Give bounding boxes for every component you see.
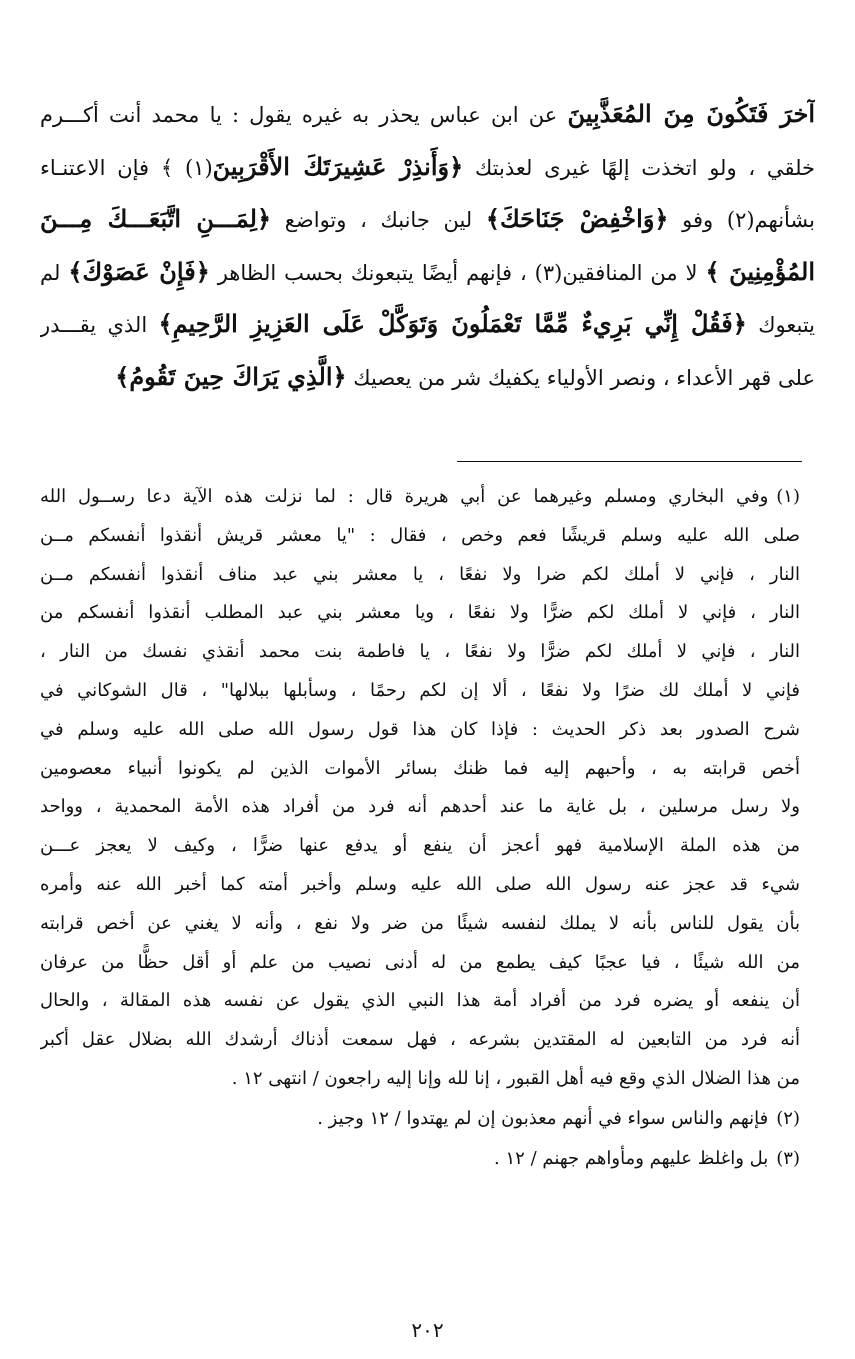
footnote-line xyxy=(40,1021,800,1060)
text-segment: على قهر الأعداء ، ونصر الأولياء يكفيك شر من يعصيك xyxy=(346,365,815,390)
quran-verse: ﴿فَإِنْ عَصَوْكَ﴾ xyxy=(68,256,210,286)
footnote-line xyxy=(40,827,800,866)
footnote-text: من هذه الملة الإسلامية فهو أعجز أن ينفع أو يدفع عنها ضرًّا ، وكيف لا يعجز عـــن xyxy=(40,835,800,857)
footnote-line xyxy=(40,944,800,983)
footnote-line xyxy=(40,982,800,1021)
footnote-text: فإني لا أملك لك ضرًا ولا نفعًا ، ألا إن لكم رحمًا ، وسأبلها ببلالها" ، قال الشوكاني في xyxy=(40,679,800,701)
text-segment: لم xyxy=(40,260,69,285)
footnote-line xyxy=(40,905,800,944)
quran-verse: ﴿وَأَنذِرْ عَشِيرَتَكَ الأَقْرَبِينَ xyxy=(212,151,464,181)
footnote-number: (٢) xyxy=(776,1107,800,1129)
text-line xyxy=(40,246,815,299)
text-segment: الذي يقـــدر xyxy=(40,313,159,337)
footnote-text: من الله شيئًا ، فيا عجبًا كيف يطمع من له أدنى نصيب من علم أو أقل حظًّا من عرفان xyxy=(40,951,800,973)
footnote-line xyxy=(40,711,800,750)
text-line xyxy=(40,141,815,194)
quran-verse: ﴿الَّذِي يَرَاكَ حِينَ تَقُومُ﴾ xyxy=(115,361,347,391)
footnote-text: صلى الله عليه وسلم قريشًا فعم وخص ، فقال : "يا معشر قريش أنقذوا أنفسكم مــن xyxy=(40,524,800,546)
text-segment: (١) ﴾ فإن الاعتنـاء xyxy=(40,155,213,180)
text-segment: عن ابن عباس يحذر به غيره يقول : يا محمد أنت أكـــرم xyxy=(40,103,568,127)
footnote-2 xyxy=(40,1099,800,1139)
footnote-text: شرح الصدور بعد ذكر الحديث : فإذا كان هذا قول رسول الله صلى الله عليه وسلم في xyxy=(40,718,800,740)
footnote-text: أن ينفعه أو يضره فرد من أفراد أمة هذا النبي الذي يقول عن نفسه هذه المقالة ، والحال xyxy=(40,990,800,1012)
page-number: ٢٠٢ xyxy=(411,1318,444,1342)
footnote-text: بل واغلظ عليهم ومأواهم جهنم / ١٢ . xyxy=(494,1147,769,1169)
footnote-3 xyxy=(40,1139,800,1179)
footnote-line xyxy=(40,517,800,556)
footnote-text: وفي البخاري ومسلم وغيرهما عن أبي هريرة قال : لما نزلت هذه الآية دعا رســول الله xyxy=(40,486,769,507)
text-segment: لين جانبك ، وتواضع xyxy=(271,208,486,232)
text-line xyxy=(40,88,815,141)
footnote-line xyxy=(40,633,800,672)
footnote-text: النار ، فإني لا أملك لكم ضرا ولا نفعًا ، يا معشر بني عبد مناف أنقذوا أنفسكم مــن xyxy=(40,563,800,585)
footnote-line xyxy=(40,672,800,711)
quran-verse: آخرَ فَتَكُونَ مِنَ المُعَذَّبِينَ xyxy=(567,99,815,128)
main-text xyxy=(40,88,815,403)
footnote-text: ولا رسل مرسلين ، بل غاية ما عند أحدهم أنه فرد من أفراد هذه الأمة المحمدية ، وواحد xyxy=(40,796,800,818)
footnote-text: فإنهم والناس سواء في أنهم معذبون إن لم يهتدوا / ١٢ وجيز . xyxy=(317,1107,769,1129)
quran-verse: ﴿وَاخْفِضْ جَنَاحَكَ﴾ xyxy=(485,204,669,233)
footnote-text: النار ، فإني لا أملك لكم ضرًّا ولا نفعًا ، يا فاطمة بنت محمد أنقذي نفسك من النار ، xyxy=(40,641,800,663)
text-line xyxy=(40,298,815,351)
footnote-line xyxy=(40,478,800,517)
quran-verse: ﴿فَقُلْ إِنِّي بَرِيءٌ مِّمَّا تَعْمَلُونَ وَتَوَكَّلْ عَلَى العَزِيزِ الرَّحِيمِ﴾ xyxy=(158,309,747,338)
quran-verse: ﴿لِمَـــنِ اتَّبَعَـــكَ مِـــنَ xyxy=(40,204,272,233)
footnote-text: أنه فرد من التابعين له المقتدين بشرعه ، فهل سمعت أذناك أرشدك الله بضلال عقل أكبر xyxy=(40,1029,800,1051)
footnote-number: (١) xyxy=(776,486,800,507)
footnote-1 xyxy=(40,478,800,1099)
footnote-line xyxy=(40,594,800,633)
text-segment: لا من المنافقين(٣) ، فإنهم أيضًا يتبعونك بحسب الظاهر xyxy=(209,260,706,285)
quran-verse: المُؤْمِنِينَ ﴾ xyxy=(705,256,815,286)
footnote-separator xyxy=(457,461,802,462)
footnote-line xyxy=(40,1060,800,1099)
footnote-text: من هذا الضلال الذي وقع فيه أهل القبور ، إنا لله وإنا إليه راجعون / انتهى ١٢ . xyxy=(231,1067,800,1089)
footnote-line xyxy=(40,556,800,595)
footnote-text: شيء قد عجز عنه رسول الله صلى الله عليه وسلم وأخبر أمته كما أخبر الله عنه وأمره xyxy=(40,873,800,895)
text-segment: يتبعوك xyxy=(746,313,815,337)
text-segment: بشأنهم(٢) وفو xyxy=(668,208,815,232)
footnote-text: أخص قرابته به ، وأحبهم إليه فما ظنك بسائر الأموات الذين لم يكونوا أنبياء معصومين xyxy=(40,757,800,779)
footnote-line xyxy=(40,866,800,905)
footnote-line xyxy=(40,788,800,827)
text-line xyxy=(40,351,815,404)
text-line xyxy=(40,193,815,246)
footnote-text: بأن يقول للناس بأنه لا يملك لنفسه شيئًا من ضر ولا نفع ، وأنه لا يغني عن أخص قرابته xyxy=(40,912,800,934)
text-segment: خلقي ، ولو اتخذت إلهًا غيرى لعذبتك xyxy=(463,155,815,180)
footnote-line xyxy=(40,750,800,789)
footnote-text: النار ، فإني لا أملك لكم ضرًّا ولا نفعًا ، ويا معشر بني عبد المطلب أنقذوا أنفسكم من xyxy=(40,602,800,624)
footnote-number: (٣) xyxy=(776,1147,800,1169)
footnotes xyxy=(40,478,800,1179)
